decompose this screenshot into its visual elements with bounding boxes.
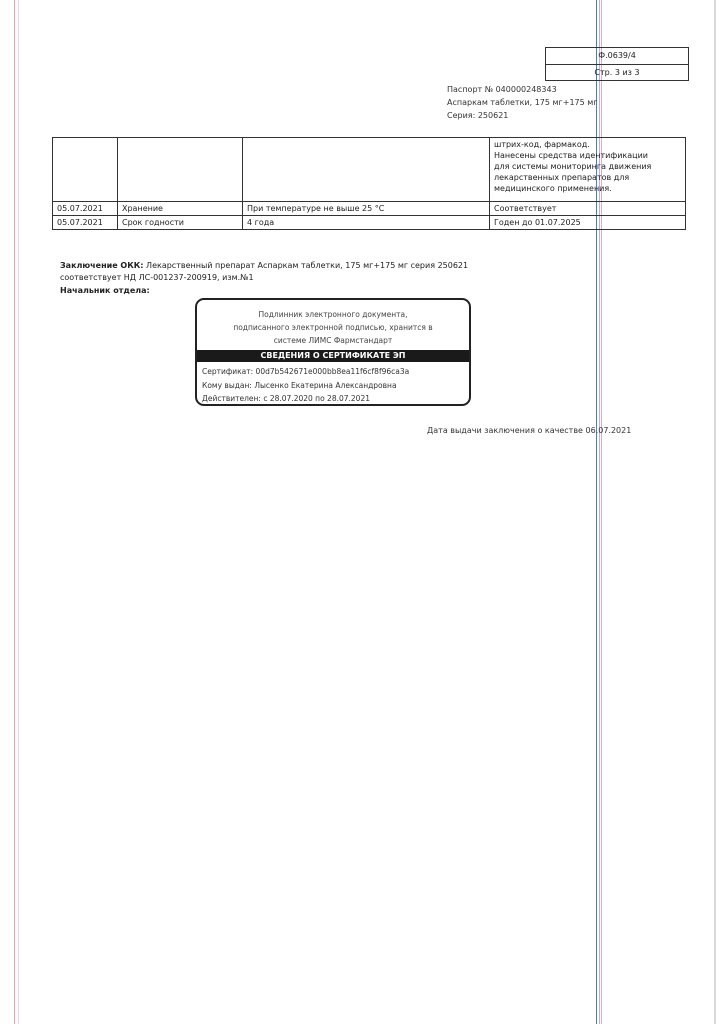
- row-result: Годен до 01.07.2025: [490, 216, 686, 230]
- row-requirement: 4 года: [243, 216, 490, 230]
- stamp-header: СВЕДЕНИЯ О СЕРТИФИКАТЕ ЭП: [197, 350, 469, 362]
- scan-artifact-line: [14, 0, 15, 1024]
- stamp-note-line: системе ЛИМС Фармстандарт: [273, 336, 393, 345]
- passport-series: Серия: 250621: [447, 111, 509, 120]
- row-requirement: При температуре не выше 25 °С: [243, 202, 490, 216]
- stamp-validity: Действителен: с 28.07.2020 по 28.07.2021: [202, 394, 370, 403]
- form-code-box: [545, 47, 689, 81]
- qc-conclusion: [60, 260, 530, 284]
- electronic-signature-stamp: [195, 298, 471, 406]
- passport-info: [447, 83, 598, 122]
- description-line: лекарственных препаратов для: [494, 173, 630, 182]
- scan-artifact-line: [714, 0, 716, 1024]
- table-row: [53, 202, 686, 216]
- stamp-note-line: Подлинник электронного документа,: [258, 310, 408, 319]
- row-result: Соответствует: [490, 202, 686, 216]
- row-test: Хранение: [118, 202, 243, 216]
- row-test: Срок годности: [118, 216, 243, 230]
- form-code: Ф.0639/4: [598, 51, 636, 60]
- description-line: Нанесены средства идентификации: [494, 151, 648, 160]
- stamp-certificate: Сертификат: 00d7b542671e000bb8ea11f6cf8f96ca3a: [202, 367, 410, 376]
- passport-product: Аспаркам таблетки, 175 мг+175 мг: [447, 98, 598, 107]
- conclusion-text: Лекарственный препарат Аспаркам таблетки, 175 мг+175 мг серия 250621 соответствует НД ЛС-001237-200919, изм.№1: [60, 261, 469, 282]
- page-number: Стр. 3 из 3: [546, 64, 688, 81]
- table-row: [53, 138, 686, 202]
- row-date: 05.07.2021: [53, 216, 118, 230]
- row-date: 05.07.2021: [53, 202, 118, 216]
- description-line: штрих-код, фармакод.: [494, 140, 590, 149]
- description-line: медицинского применения.: [494, 184, 612, 193]
- passport-number: Паспорт № 040000248343: [447, 85, 557, 94]
- continued-description-cell: [490, 138, 686, 202]
- table-row: [53, 216, 686, 230]
- scan-artifact-line: [18, 0, 19, 1024]
- department-head-label: Начальник отдела:: [60, 286, 150, 295]
- stamp-issued-to: Кому выдан: Лысенко Екатерина Александровна: [202, 380, 397, 390]
- issue-date: Дата выдачи заключения о качестве 06.07.2021: [427, 426, 632, 435]
- stamp-note-line: подписанного электронной подписью, хранится в: [233, 323, 433, 332]
- description-line: для системы мониторинга движения: [494, 162, 652, 171]
- test-results-table: [52, 137, 686, 230]
- conclusion-label: Заключение ОКК:: [60, 261, 144, 270]
- stamp-note: [197, 300, 469, 347]
